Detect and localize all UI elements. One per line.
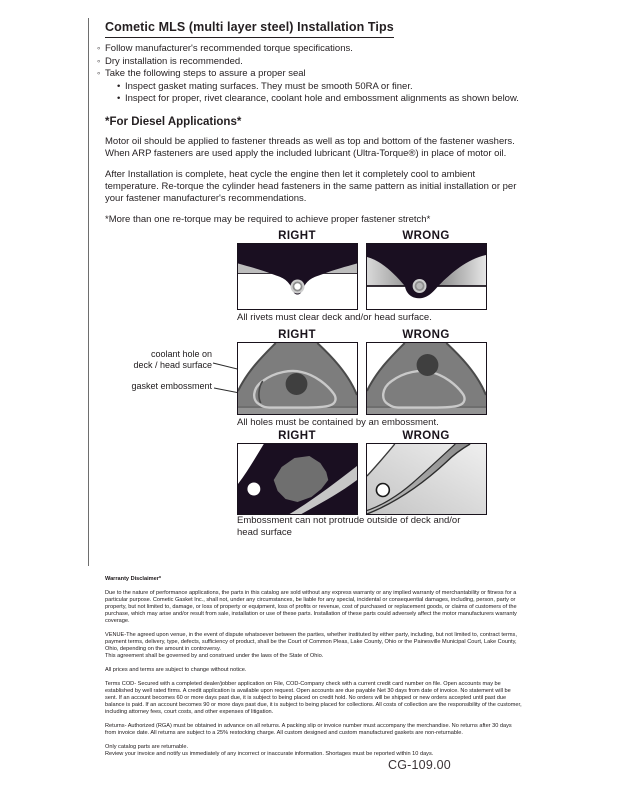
installation-tips-list — [97, 43, 537, 106]
embossment-containment-right-diagram — [237, 342, 358, 415]
diagram-caption: All rivets must clear deck and/or head surface. — [237, 312, 432, 323]
coolant-hole-label: coolant hole on deck / head surface — [133, 349, 212, 370]
list-item — [97, 68, 537, 81]
diagram-right-header: RIGHT — [278, 230, 316, 242]
tip-text: Dry installation is recommended. — [105, 55, 243, 67]
list-item — [97, 43, 537, 56]
rivet-clearance-right-diagram — [237, 243, 358, 310]
diagram-caption: All holes must be contained by an embossment. — [237, 417, 439, 428]
disclaimer-paragraph: This agreement shall be governed by and construed under the laws of the State of Ohio. — [105, 653, 324, 659]
list-item — [117, 81, 537, 94]
disclaimer-paragraph: Review your invoice and notify us immediately of any incorrect or inaccurate information. Shortages must be reported within 10 days. — [105, 751, 434, 757]
diesel-applications-section — [105, 116, 525, 235]
warranty-disclaimer-section — [105, 576, 522, 765]
embossment-containment-wrong-diagram — [366, 342, 487, 415]
disclaimer-paragraph: Only catalog parts are returnable. — [105, 744, 189, 750]
list-item — [117, 93, 537, 106]
diagram-wrong-header: WRONG — [402, 230, 450, 242]
sub-bullet-icon: • — [117, 93, 121, 104]
disclaimer-heading: Warranty Disclaimer* — [105, 576, 162, 582]
tip-text: Inspect for proper, rivet clearance, coolant hole and embossment alignments as shown below. — [125, 93, 519, 104]
disclaimer-paragraph: All prices and terms are subject to change without notice. — [105, 667, 247, 673]
paragraph: Motor oil should be applied to fastener threads as well as top and bottom of the fastener washers. When ARP fasteners are used apply the included lubricant (Ultra-Torque®) in place of motor oil. — [105, 136, 515, 159]
disclaimer-paragraph: Terms COD- Secured with a completed dealer/jobber application on File, COD-Company check with a current credit card number on file. Open accounts may be established by well rated firms. A credit application is available upon request. Open accounts are due payable Net 30 days from date of invoice. No statement will be sent. If an account becomes 60 or more days past due, it is subject to being placed on credit hold. No orders will be shipped or new orders accepted until past due balance is paid. If an account becomes 90 or more days past due, it is subject to being placed for collections. All costs of collection are the responsibility of the customer, including attorney fees, court costs, and other expenses of litigation. — [105, 681, 522, 715]
disclaimer-paragraph: Due to the nature of performance applications, the parts in this catalog are sold without any express warranty or any implied warranty of merchantability or fitness for a particular purpose. Cometic Gasket Inc., shall not, under any circumstances, be liable for any special, incidental or consequential damages, including, person, party or property, but not limited to, damage, or loss of property or equipment, loss of profits or revenue, cost of purchased or replacement goods, or claims of customers of the purchase, which may arise and/or result from sale, installation or use of these parts. Installation of these parts could adversely affect the motor manufacturers warranty coverage. — [105, 590, 517, 624]
tip-text: Inspect gasket mating surfaces. They must be smooth 50RA or finer. — [125, 80, 413, 92]
left-margin-rule — [88, 18, 89, 566]
tip-text: Take the following steps to assure a proper seal — [105, 68, 306, 79]
diagram-right-header: RIGHT — [278, 430, 316, 442]
list-item — [97, 56, 537, 69]
diagram-wrong-header: WRONG — [402, 430, 450, 442]
diagram-caption: Embossment can not protrude outside of deck and/or head surface — [237, 515, 461, 538]
paragraph: After Installation is complete, heat cycle the engine then let it completely cool to ambient temperature. Re-torque the cylinder head fasteners in the same pattern as initial installation or per your fastener manufacturer's recommendations. — [105, 169, 517, 204]
sub-bullet-icon: • — [117, 80, 121, 92]
page-number: CG-109.00 — [388, 758, 451, 772]
embossment-protrusion-right-diagram — [237, 443, 358, 515]
bullet-icon: ◦ — [97, 43, 101, 54]
tip-text: Follow manufacturer's recommended torque specifications. — [105, 43, 353, 54]
diagram-right-header: RIGHT — [278, 329, 316, 341]
page-title: Cometic MLS (multi layer steel) Installation Tips — [105, 20, 394, 38]
rivet-clearance-wrong-diagram — [366, 243, 487, 310]
paragraph: *More than one re-torque may be required to achieve proper fastener stretch* — [105, 214, 431, 225]
bullet-icon: ◦ — [97, 68, 101, 79]
embossment-protrusion-wrong-diagram — [366, 443, 487, 515]
bullet-icon: ◦ — [97, 55, 101, 67]
disclaimer-paragraph: VENUE-The agreed upon venue, in the event of dispute whatsoever between the parties, whether instituted by either party, including, but not limited to, contract terms, payment terms, delivery, type, defects, sufficiency of product, shall be the Court of Common Pleas, Lake County, Ohio or the Painesville Municipal Court, Lake County, Ohio, depending on the amount in controversy. — [105, 632, 517, 652]
gasket-embossment-label: gasket embossment — [131, 381, 212, 391]
section-heading: *For Diesel Applications* — [105, 116, 242, 128]
diagram-wrong-header: WRONG — [402, 329, 450, 341]
disclaimer-paragraph: Returns- Authorized (RGA) must be obtained in advance on all returns. A packing slip or invoice number must accompany the merchandise. No returns after 30 days from invoice date. All returns are subject to a 25% restocking charge. All custom designed and custom manufactured gaskets are non-returnable. — [105, 723, 512, 736]
